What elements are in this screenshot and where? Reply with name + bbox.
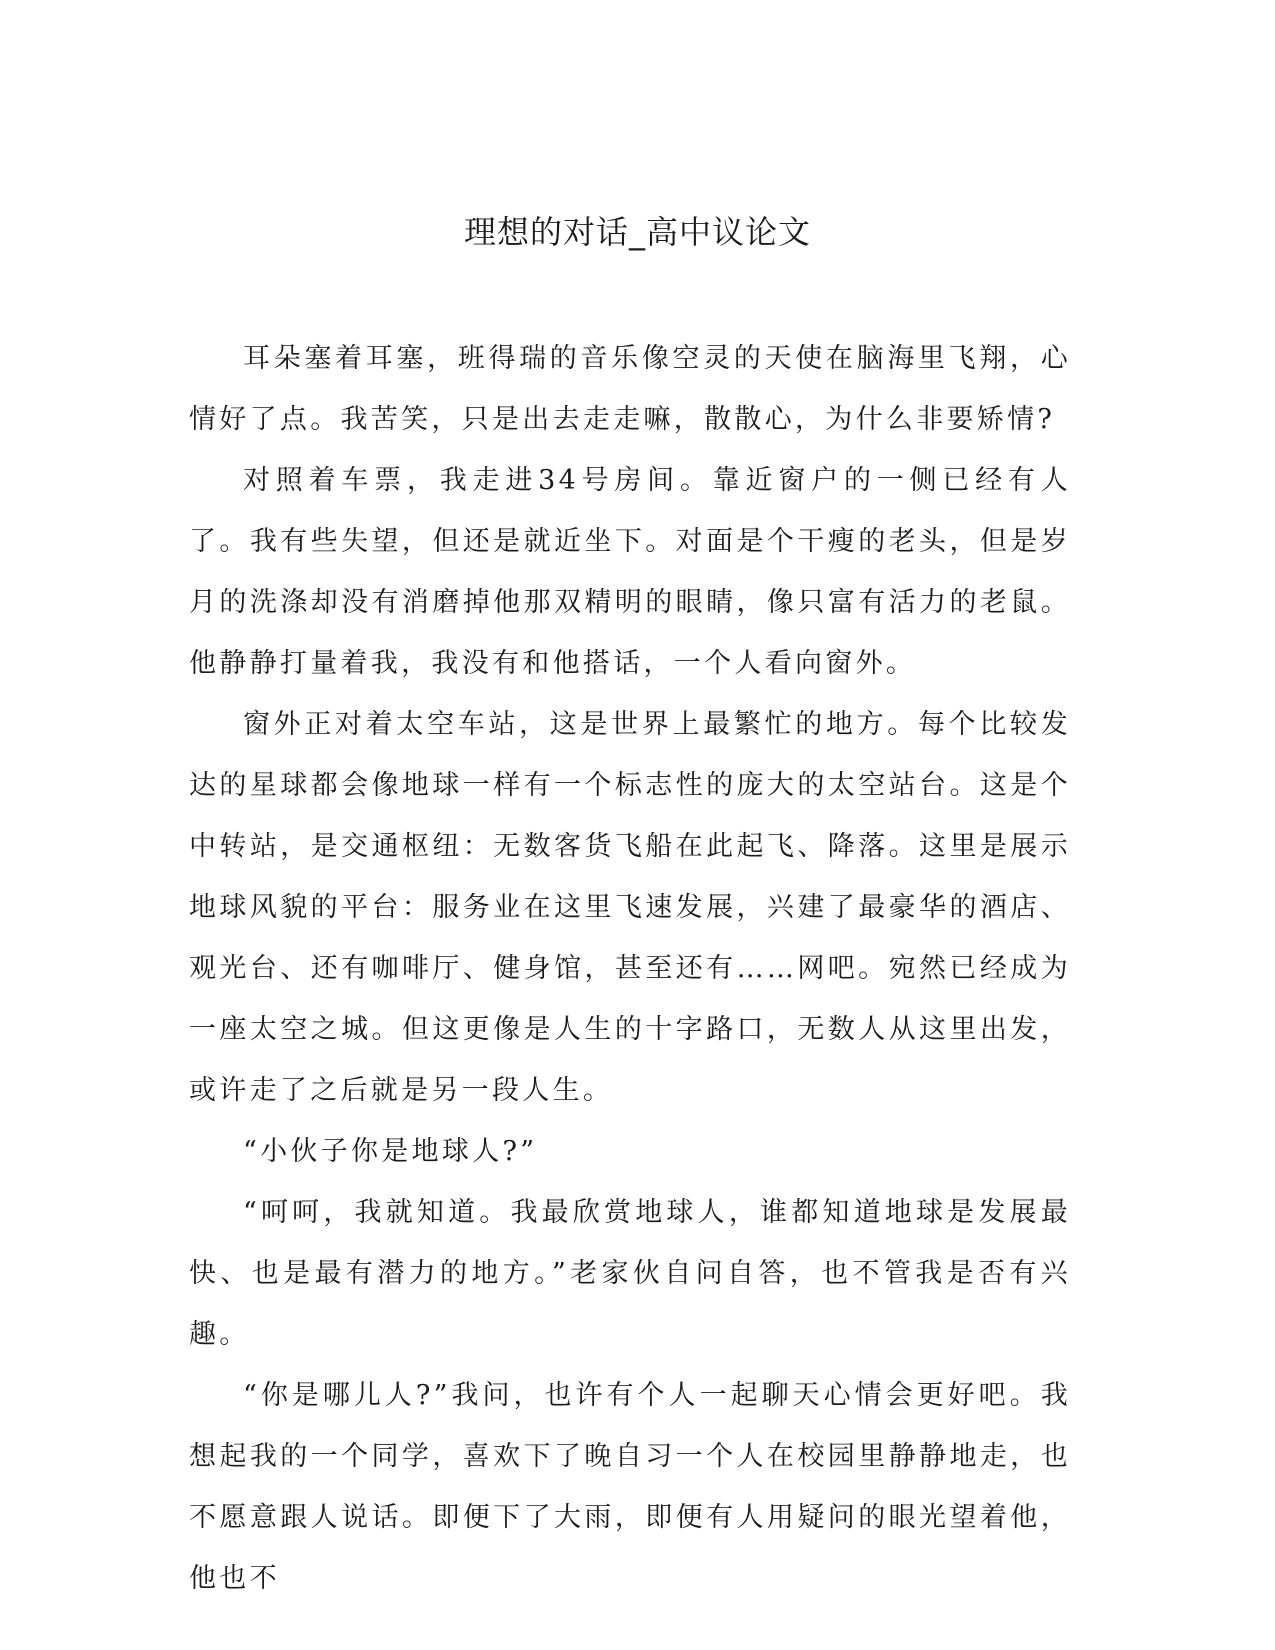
- paragraph-3: 窗外正对着太空车站，这是世界上最繁忙的地方。每个比较发达的星球都会像地球一样有一个标志性的庞大的太空站台。这是个中转站，是交通枢纽：无数客货飞船在此起飞、降落。这里是展示地球风貌的平台：服务业在这里飞速发展，兴建了最豪华的酒店、观光台、还有咖啡厅、健身馆，甚至还有……网吧。宛然已经成为一座太空之城。但这更像是人生的十字路口，无数人从这里出发，或许走了之后就是另一段人生。: [189, 709, 1071, 1106]
- paragraph-4: “小伙子你是地球人?”: [243, 1136, 538, 1167]
- paragraph-5: “呵呵，我就知道。我最欣赏地球人，谁都知道地球是发展最快、也是最有潜力的地方。”老家伙自问自答，也不管我是否有兴趣。: [189, 1197, 1071, 1350]
- paragraph-6: “你是哪儿人?”我问，也许有个人一起聊天心情会更好吧。我想起我的一个同学，喜欢下了晚自习一个人在校园里静静地走，也不愿意跟人说话。即便下了大雨，即便有人用疑问的眼光望着他，他也不: [189, 1380, 1071, 1594]
- paragraph-2: 对照着车票，我走进34号房间。靠近窗户的一侧已经有人了。我有些失望，但还是就近坐下。对面是个干瘦的老头，但是岁月的洗涤却没有消磨掉他那双精明的眼睛，像只富有活力的老鼠。他静静打量着我，我没有和他搭话，一个人看向窗外。: [189, 465, 1071, 679]
- document-title: 理想的对话_高中议论文: [463, 213, 811, 251]
- document-body: [189, 328, 1071, 1609]
- paragraph-1: 耳朵塞着耳塞，班得瑞的音乐像空灵的天使在脑海里飞翔，心情好了点。我苦笑，只是出去走走嘛，散散心，为什么非要矫情?: [189, 343, 1071, 435]
